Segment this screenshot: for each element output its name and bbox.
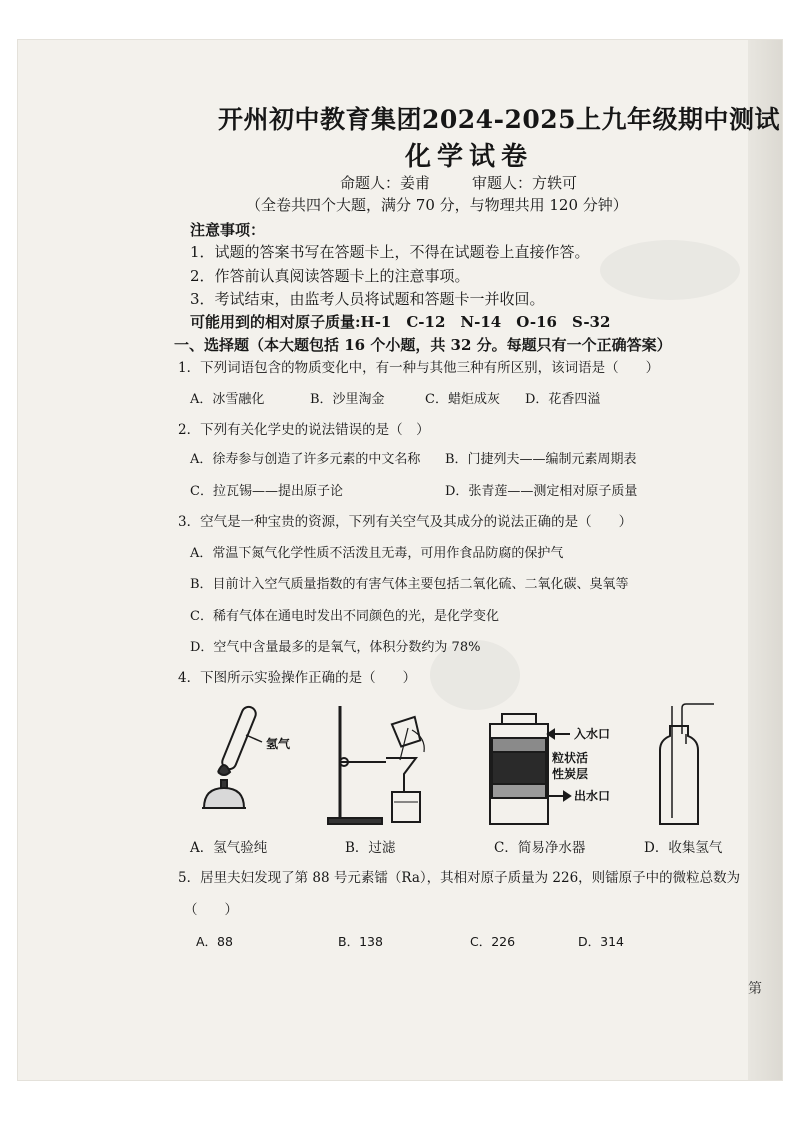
q3-option-b: B．目前计入空气质量指数的有害气体主要包括二氧化硫、二氧化碳、臭氧等 (190, 577, 629, 592)
q4-caption-d: D．收集氢气 (644, 840, 723, 856)
q5-option-b: B．138 (338, 934, 383, 949)
notice-item: 2．作答前认真阅读答题卡上的注意事项。 (190, 267, 470, 285)
exam-subtitle: 化学试卷 (405, 142, 534, 172)
flame-icon (218, 765, 230, 775)
q2-option-c: C．拉瓦锡——提出原子论 (190, 484, 343, 499)
question-3-stem: 3．空气是一种宝贵的资源，下列有关空气及其成分的说法正确的是（ ） (178, 514, 633, 530)
beaker-icon (392, 792, 420, 822)
q5-option-a: A．88 (196, 934, 233, 949)
alcohol-lamp-icon (204, 788, 244, 808)
question-1-stem: 1．下列词语包含的物质变化中，有一种与其他三种有所区别，该词语是（ ） (178, 360, 660, 376)
question-5-paren: （ ） (184, 902, 238, 918)
funnel-icon (386, 758, 416, 792)
q1-option-d: D．花香四溢 (525, 392, 601, 407)
q3-option-c: C．稀有气体在通电时发出不同颜色的光，是化学变化 (190, 609, 499, 624)
q2-option-b: B．门捷列夫——编制元素周期表 (445, 452, 637, 467)
author-line (340, 172, 577, 193)
notice-heading: 注意事项： (190, 221, 266, 239)
q3-option-d: D．空气中含量最多的是氧气，体积分数约为 78% (190, 640, 481, 655)
q2-option-d: D．张青莲——测定相对原子质量 (445, 484, 638, 499)
gas-collection-apparatus (660, 704, 714, 824)
lab-apparatus-figure (190, 700, 750, 830)
author: 命题人：姜甫 (340, 174, 431, 192)
q1-option-c: C．蜡炬成灰 (425, 392, 500, 407)
q3-option-a: A．常温下氮气化学性质不活泼且无毒，可用作食品防腐的保护气 (190, 546, 564, 561)
exam-note: （全卷共四个大题，满分 70 分，与物理共用 120 分钟） (246, 196, 628, 214)
gas-bottle-icon (660, 726, 698, 824)
question-5-stem: 5．居里夫妇发现了第 88 号元素镭（Ra），其相对原子质量为 226，则镭原子中的微粒总数为 (178, 870, 741, 886)
exam-title: 开州初中教育集团2024-2025上九年级期中测试 (218, 105, 781, 134)
carbon-label-line1: 粒状活 (552, 751, 589, 765)
q4-caption-c: C．简易净水器 (494, 840, 586, 856)
water-inlet-label: 入水口 (574, 727, 611, 741)
section-heading: 一、选择题（本大题包括 16 个小题，共 32 分。每题只有一个正确答案） (174, 336, 672, 354)
hydrogen-label: 氢气 (266, 737, 291, 751)
q2-option-a: A．徐寿参与创造了许多元素的中文名称 (190, 452, 421, 467)
atomic-masses: 可能用到的相对原子质量:H-1 C-12 N-14 O-16 S-32 (190, 313, 611, 331)
q1-option-b: B．沙里淘金 (310, 392, 385, 407)
q1-option-a: A．冰雪融化 (190, 392, 265, 407)
notice-item: 3．考试结束，由监考人员将试题和答题卡一并收回。 (190, 290, 545, 308)
carbon-label-line2: 性炭层 (552, 767, 589, 781)
water-outlet-label: 出水口 (574, 789, 611, 803)
page-marker: 第 (748, 981, 762, 997)
scan-smudge (600, 240, 740, 300)
question-2-stem: 2．下列有关化学史的说法错误的是（ ） (178, 422, 430, 438)
q5-option-c: C．226 (470, 934, 516, 949)
carbon-layer (492, 752, 546, 784)
reviewer: 审题人：方轶可 (472, 174, 578, 192)
q5-option-d: D．314 (578, 934, 624, 949)
q4-caption-b: B．过滤 (345, 840, 396, 856)
question-4-stem: 4．下图所示实验操作正确的是（ ） (178, 670, 417, 686)
scan-edge (748, 40, 782, 1080)
notice-item: 1．试题的答案书写在答题卡上，不得在试题卷上直接作答。 (190, 243, 590, 261)
q4-caption-a: A．氢气验纯 (190, 840, 268, 856)
filtration-apparatus (328, 706, 424, 824)
hydrogen-test-apparatus (202, 705, 262, 808)
